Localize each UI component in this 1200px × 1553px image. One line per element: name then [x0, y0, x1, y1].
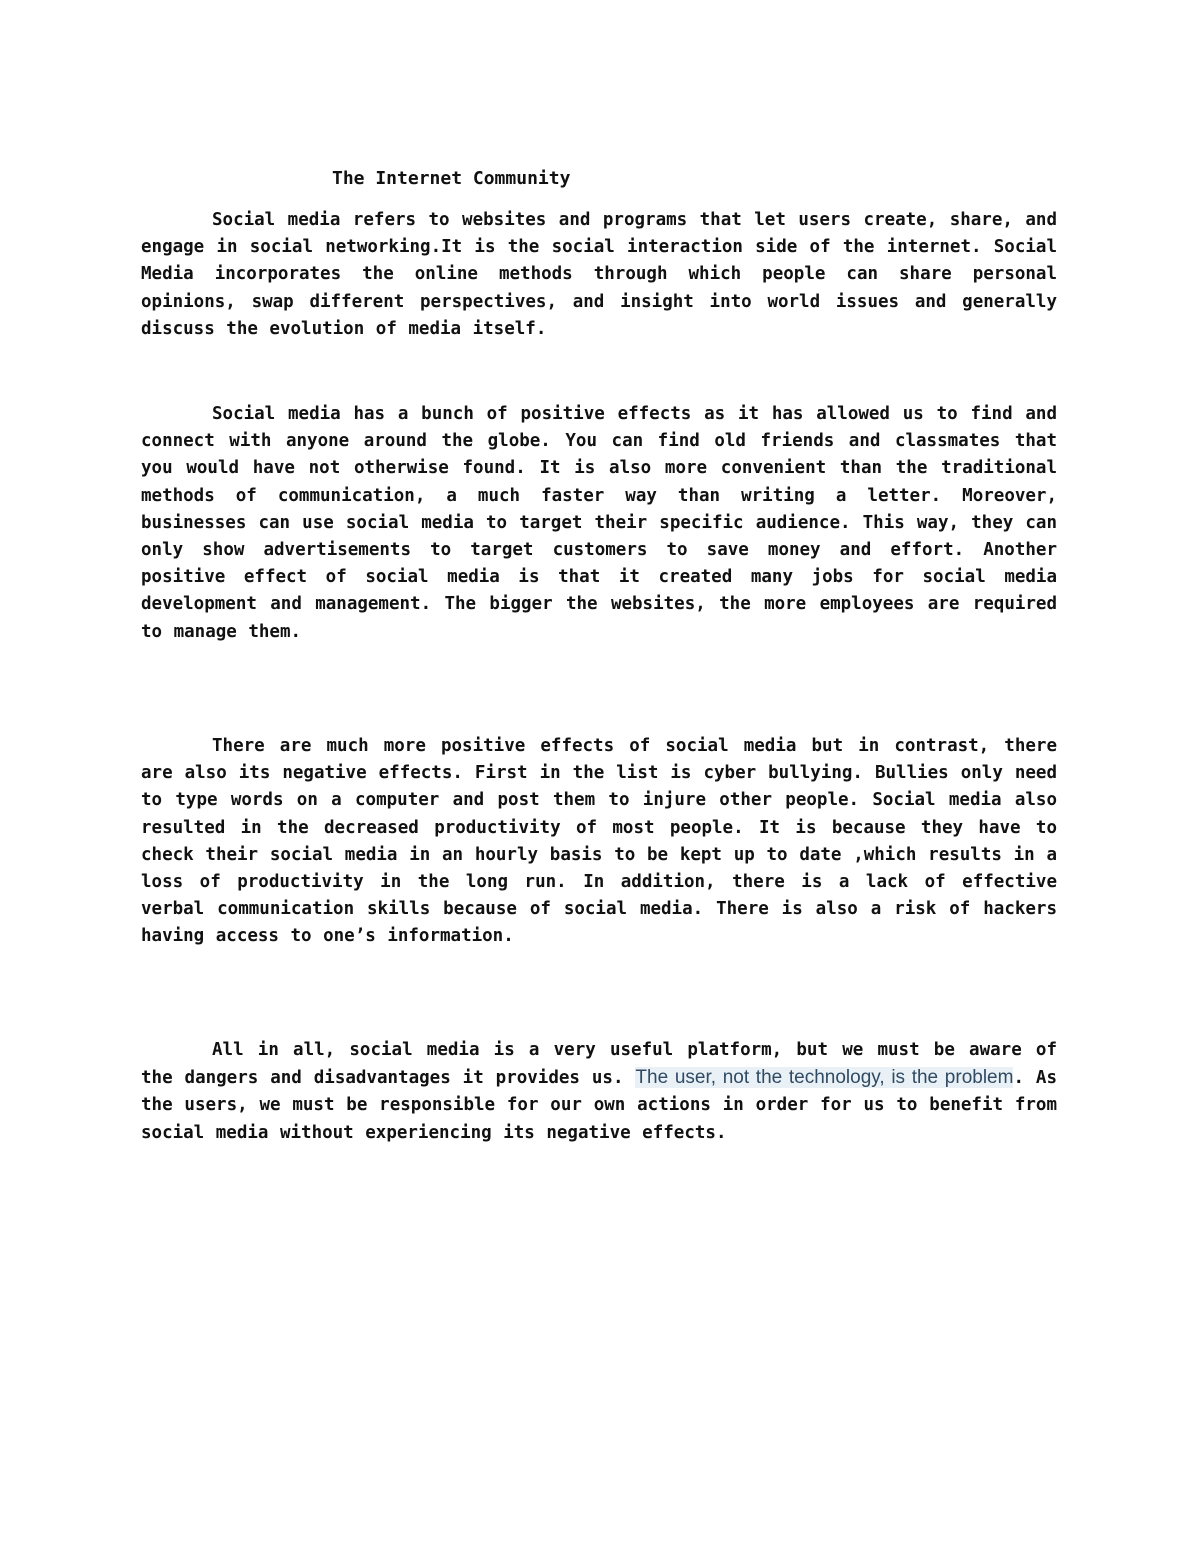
- paragraph-introduction: Social media refers to websites and programs that let users create, share, and engage in social networking.It is the social interaction side of the internet. Social Media incorporates the online methods through which people can share personal opinions, swap different perspectives, and insight into world issues and generally discuss the evolution of media itself.: [141, 210, 1057, 339]
- document-title: The Internet Community: [332, 168, 571, 189]
- highlighted-sentence: The user, not the technology, is the problem: [635, 1067, 1014, 1089]
- conclusion-text-end: . As the users, we must be responsible for our own actions in order for us to benefit from social media without experiencing its negative effects.: [141, 1068, 1057, 1143]
- conclusion-text-start: All in all, social media is a very useful platform, but we must be aware of the dangers and disadvantages it provides us.: [141, 1040, 1057, 1089]
- paragraph-negative-effects: There are much more positive effects of social media but in contrast, there are also its negative effects. First in the list is cyber bullying. Bullies only need to type words on a computer and post them to injure other people. Social media also resulted in the decreased productivity of most people. It is because they have to check their social media in an hourly basis to be kept up to date ,which results in a loss of productivity in the long run. In addition, there is a lack of effective verbal communication skills because of social media. There is also a risk of hackers having access to one’s information.: [141, 736, 1057, 947]
- paragraph-positive-effects: Social media has a bunch of positive effects as it has allowed us to find and connect with anyone around the globe. You can find old friends and classmates that you would have not otherwise found. It is also more convenient than the traditional methods of communication, a much faster way than writing a letter. Moreover, businesses can use social media to target their specific audience. This way, they can only show advertisements to target customers to save money and effort. Another positive effect of social media is that it created many jobs for social media development and management. The bigger the websites, the more employees are required to manage them.: [141, 404, 1057, 642]
- paragraph-conclusion: [141, 1037, 1057, 1147]
